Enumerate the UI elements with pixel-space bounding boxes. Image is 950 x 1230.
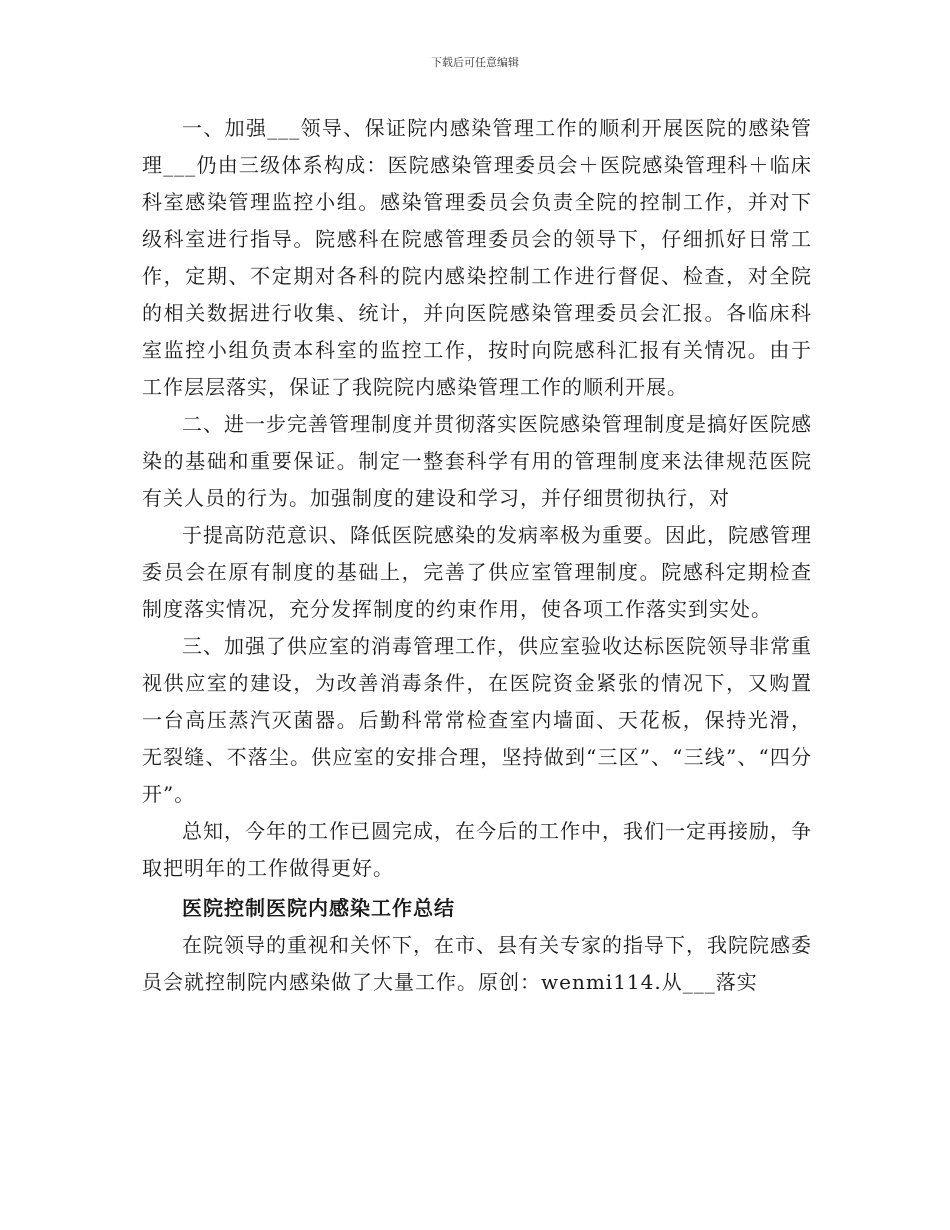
paragraph-summary: 总知，今年的工作已圆完成，在今后的工作中，我们一定再接励，争取把明年的工作做得更好。 (142, 819, 812, 880)
page-header-note: 下载后可任意编辑 (431, 56, 519, 69)
paragraph-system-continued: 于提高防范意识、降低医院感染的发病率极为重要。因此，院感管理委员会在原有制度的基础上，完善了供应室管理制度。院感科定期检查制度落实情况，充分发挥制度的约束作用，使各项工作落实到实处。 (142, 523, 812, 621)
paragraph-intro: 在院领导的重视和关怀下，在市、县有关专家的指导下，我院院感委员会就控制院内感染做了大量工作。原创：wenmi114.从___落实 (142, 933, 812, 994)
document-body (142, 110, 812, 1001)
paragraph-supply-room: 三、加强了供应室的消毒管理工作，供应室验收达标医院领导非常重视供应室的建设，为改善消毒条件，在医院资金紧张的情况下，又购置一台高压蒸汽灭菌器。后勤科常常检查室内墙面、天花板，保持光滑，无裂缝、不落尘。供应室的安排合理，坚持做到“三区”、“三线”、“四分开”。 (142, 634, 812, 806)
paragraph-management-system: 二、进一步完善管理制度并贯彻落实医院感染管理制度是搞好医院感染的基础和重要保证。制定一整套科学有用的管理制度来法律规范医院有关人员的行为。加强制度的建设和学习，并仔细贯彻执行，对 (142, 412, 812, 510)
section-title: 医院控制医院内感染工作总结 (182, 896, 455, 920)
paragraph-leadership: 一、加强___领导、保证院内感染管理工作的顺利开展医院的感染管理___仍由三级体系构成：医院感染管理委员会＋医院感染管理科＋临床科室感染管理监控小组。感染管理委员会负责全院的控制工作，并对下级科室进行指导。院感科在院感管理委员会的领导下，仔细抓好日常工作，定期、不定期对各科的院内感染控制工作进行督促、检查，对全院的相关数据进行收集、统计，并向医院感染管理委员会汇报。各临床科室监控小组负责本科室的监控工作，按时向院感科汇报有关情况。由于工作层层落实，保证了我院院内感染管理工作的顺利开展。 (142, 116, 812, 399)
